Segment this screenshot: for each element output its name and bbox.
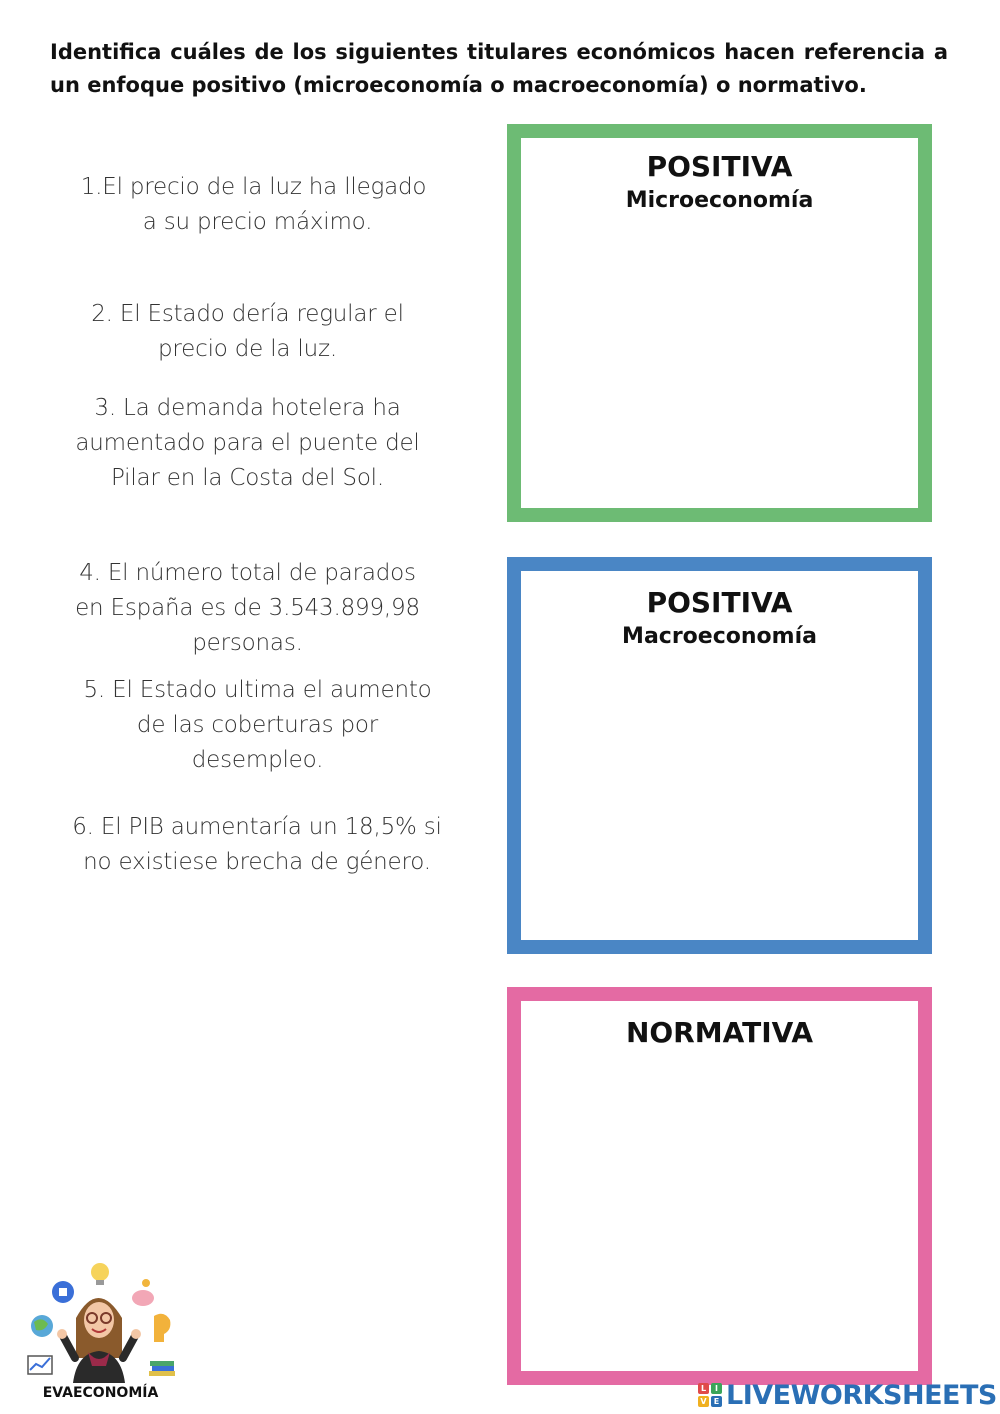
box-title: NORMATIVA bbox=[625, 1016, 814, 1049]
drop-zone[interactable] bbox=[521, 1061, 918, 1371]
headline-line: 1.El precio de la luz ha llegado bbox=[80, 174, 427, 200]
category-box-positiva-macro[interactable] bbox=[507, 557, 932, 954]
drop-zone[interactable] bbox=[521, 661, 918, 940]
box-title: POSITIVA bbox=[646, 586, 793, 619]
headline-line: de las coberturas por bbox=[136, 712, 379, 738]
headline-item-1[interactable] bbox=[70, 170, 445, 240]
headline-line: Pilar en la Costa del Sol. bbox=[110, 465, 384, 491]
headline-item-4[interactable] bbox=[60, 556, 435, 661]
headline-line: 6. El PIB aumentaría un 18,5% si bbox=[72, 814, 442, 840]
headline-line: 2. El Estado dería regular el bbox=[91, 301, 404, 327]
headline-item-5[interactable] bbox=[70, 673, 445, 778]
headline-item-6[interactable] bbox=[62, 810, 452, 880]
drop-zone[interactable] bbox=[521, 228, 918, 508]
headline-line: en España es de 3.543.899,98 bbox=[75, 595, 420, 621]
logo-text: EVAECONOMÍA bbox=[42, 1385, 159, 1401]
headline-line: precio de la luz. bbox=[158, 336, 337, 362]
headline-item-3[interactable] bbox=[60, 391, 435, 496]
liveworksheets-logo-icon bbox=[698, 1383, 722, 1407]
avatar-illustration bbox=[18, 1258, 183, 1383]
headline-line: 3. La demanda hotelera ha bbox=[94, 395, 401, 421]
headline-line: no existiese brecha de género. bbox=[83, 849, 431, 875]
headline-line: desempleo. bbox=[191, 747, 324, 773]
instructions-text: Identifica cuáles de los siguientes titulares económicos hacen referencia a un enfoque positivo (microeconomía o macroeconomía) o normativo. bbox=[50, 40, 948, 97]
liveworksheets-watermark[interactable] bbox=[698, 1378, 997, 1412]
evaeconomia-logo bbox=[18, 1258, 183, 1403]
headline-line: 5. El Estado ultima el aumento bbox=[83, 677, 432, 703]
box-title: POSITIVA bbox=[646, 150, 793, 183]
headline-line: a su precio máximo. bbox=[142, 209, 373, 235]
logo-letter: I bbox=[711, 1383, 722, 1394]
liveworksheets-text: LIVEWORKSHEETS bbox=[726, 1379, 997, 1411]
box-subtitle: Macroeconomía bbox=[622, 624, 817, 649]
category-box-normativa[interactable] bbox=[507, 987, 932, 1385]
headline-line: 4. El número total de parados bbox=[79, 560, 416, 586]
logo-letter: V bbox=[698, 1396, 709, 1407]
box-subtitle: Microeconomía bbox=[625, 188, 814, 213]
headline-item-2[interactable] bbox=[60, 297, 435, 367]
headline-line: aumentado para el puente del bbox=[75, 430, 420, 456]
headline-line: personas. bbox=[192, 630, 303, 656]
category-box-positiva-micro[interactable] bbox=[507, 124, 932, 522]
logo-letter: L bbox=[698, 1383, 709, 1394]
logo-letter: E bbox=[711, 1396, 722, 1407]
